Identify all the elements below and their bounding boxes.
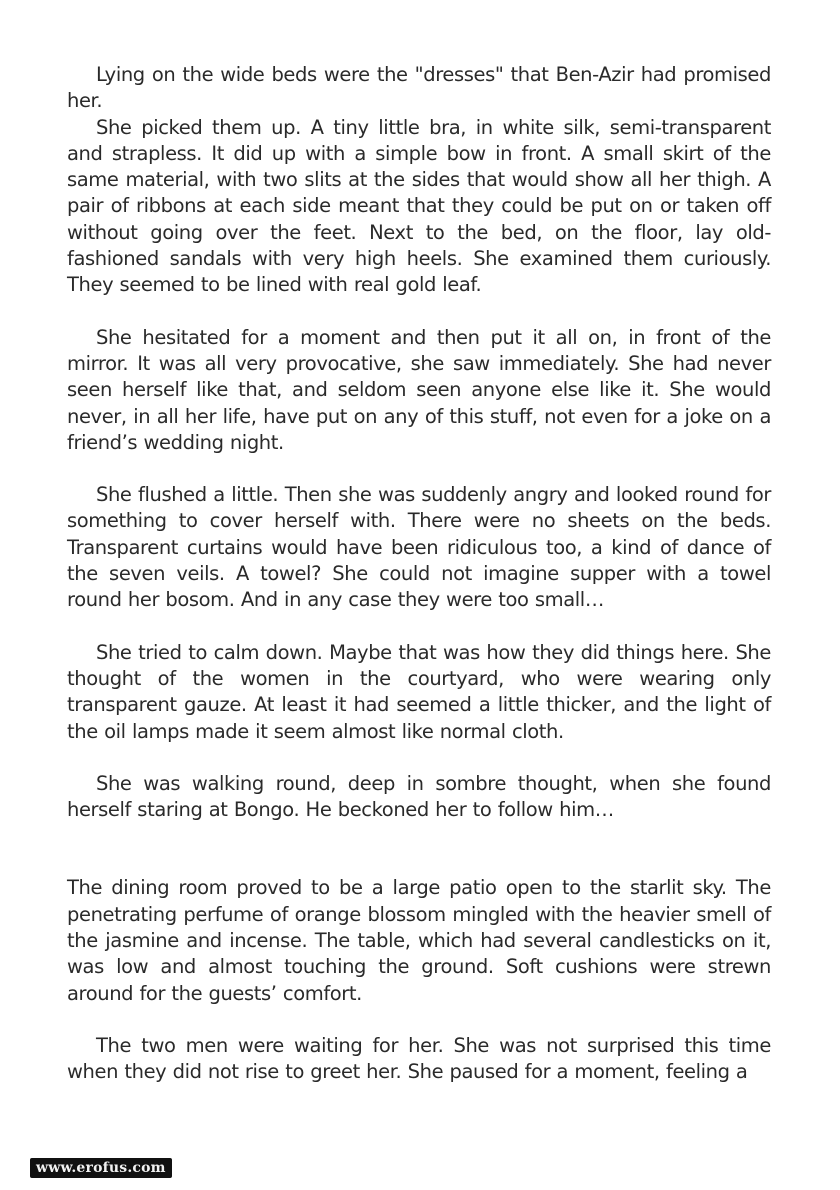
paragraph-gap bbox=[67, 456, 771, 482]
paragraph-gap bbox=[67, 1007, 771, 1033]
paragraph-hesitated: She hesitated for a moment and then put it all on, in front of the mirror. It was all very provocative, she saw immediately. She had never seen herself like that, and seldom seen anyone else like it. She would never, in all her life, have put on any of this stuff, not even for a joke on a friend’s wedding night. bbox=[67, 325, 771, 454]
paragraph-picked-up: She picked them up. A tiny little bra, in white silk, semi-transparent and strapless. It did up with a simple bow in front. A small skirt of the same material, with two slits at the sides that would show all her thigh. A pair of ribbons at each side meant that they could be put on or taken off without going over the feet. Next to the bed, on the floor, lay old-fashioned sandals with very high heels. She examined them curiously. They seemed to be lined with real gold leaf. bbox=[67, 115, 771, 297]
paragraph-walking: She was walking round, deep in sombre thought, when she found herself staring at Bongo. He beckoned her to follow him… bbox=[67, 771, 771, 822]
paragraph-two-men: The two men were waiting for her. She was not surprised this time when they did not rise to greet her. She paused for a moment, feeling a bbox=[67, 1033, 771, 1084]
paragraph-dining-room: The dining room proved to be a large patio open to the starlit sky. The penetrating perfume of orange blossom mingled with the heavier smell of the jasmine and incense. The table, which had several candlesticks on it, was low and almost touching the ground. Soft cushions were strewn around for the guests’ comfort. bbox=[67, 876, 771, 1005]
section-gap bbox=[67, 823, 771, 875]
paragraph-calm-down: She tried to calm down. Maybe that was how they did things here. She thought of the women in the courtyard, who were wearing only transparent gauze. At least it had seemed a little thicker, and the light of the oil lamps made it seem almost like normal cloth. bbox=[67, 640, 771, 743]
paragraph-flushed: She flushed a little. Then she was suddenly angry and looked round for something to cover herself with. There were no sheets on the beds. Transparent curtains would have been ridiculous too, a kind of dance of the seven veils. A towel? She could not imagine supper with a towel round her bosom. And in any case they were too small… bbox=[67, 483, 771, 612]
paragraph-gap bbox=[67, 745, 771, 771]
paragraph-gap bbox=[67, 299, 771, 325]
body-text bbox=[67, 62, 771, 1086]
paragraph-gap bbox=[67, 614, 771, 640]
paragraph-dresses: Lying on the wide beds were the "dresses" that Ben-Azir had promised her. bbox=[67, 63, 771, 113]
site-watermark: www.erofus.com bbox=[30, 1158, 172, 1178]
